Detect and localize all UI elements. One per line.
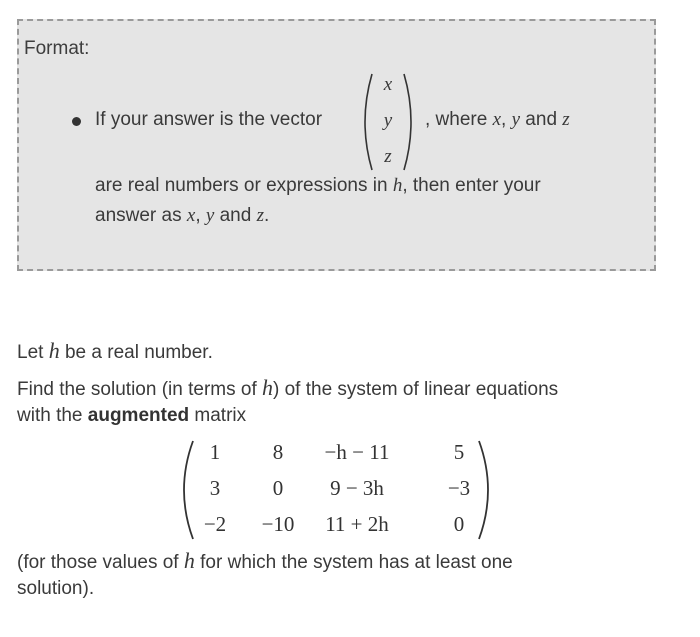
bullet-dot [72, 117, 81, 126]
var-x: x [186, 205, 196, 226]
line3-end: . [263, 205, 270, 226]
augmented-matrix [177, 438, 495, 542]
p2b-post: matrix [189, 405, 247, 426]
var-y: y [205, 205, 215, 226]
var-h: h [392, 175, 403, 196]
bullet-lead-text: If your answer is the vector [95, 109, 323, 130]
var-x: x [492, 109, 502, 130]
p1-post: be a real number. [59, 342, 213, 363]
var-h: h [262, 375, 273, 400]
column-vector [358, 70, 418, 174]
var-y: y [511, 109, 521, 130]
p2a-post: ) of the system of linear equations [273, 379, 559, 400]
line3-and: and [214, 205, 257, 226]
matrix-cell-r2c2: 0 [272, 476, 284, 500]
p3a-pre: (for those values of [17, 552, 184, 573]
matrix-cell-r3c1: −2 [203, 512, 227, 536]
line2-pre: are real numbers or expressions in [95, 175, 393, 196]
problem-condition-line1 [17, 548, 513, 574]
matrix-cell-r1c2: 8 [272, 440, 284, 464]
p1-pre: Let [17, 342, 49, 363]
line3-pre: answer as [95, 205, 187, 226]
matrix-cell-r2c1: 3 [209, 476, 221, 500]
bullet-tail-text: , where x, y and z [425, 109, 570, 130]
matrix-cell-r2c4: −3 [447, 476, 471, 500]
augmented-bold: augmented [87, 405, 190, 426]
p2a-pre: Find the solution (in terms of [17, 379, 262, 400]
var-h: h [48, 338, 60, 363]
var-z: z [562, 109, 570, 130]
format-box [17, 19, 656, 271]
vector-entry-y: y [383, 110, 393, 131]
line3-sep: , [195, 205, 206, 226]
problem-statement-line2 [17, 405, 246, 427]
matrix-cell-r3c2: −10 [261, 512, 295, 536]
line2-post: , then enter your [402, 175, 541, 196]
format-title: Format: [24, 38, 90, 59]
matrix-cell-r3c3: 11 + 2h [325, 512, 389, 536]
problem-statement-line1 [17, 375, 558, 401]
var-h: h [183, 548, 195, 573]
bullet-line-2 [95, 175, 541, 197]
and-text: and [520, 109, 563, 130]
matrix-cell-r3c4: 0 [453, 512, 465, 536]
problem-intro [17, 338, 213, 364]
problem-condition-line2: solution). [17, 578, 95, 599]
p3a-post: for which the system has at least one [194, 552, 513, 573]
vector-entry-z: z [384, 146, 392, 167]
matrix-cell-r1c1: 1 [209, 440, 221, 464]
var-z: z [256, 205, 264, 226]
p2b-pre: with the [17, 405, 88, 426]
matrix-cell-r2c3: 9 − 3h [330, 476, 384, 500]
matrix-cell-r1c3: −h − 11 [324, 440, 390, 464]
vector-entry-x: x [383, 74, 393, 95]
where-text: , where [425, 109, 493, 130]
matrix-cell-r1c4: 5 [453, 440, 465, 464]
bullet-line-3 [95, 205, 269, 227]
